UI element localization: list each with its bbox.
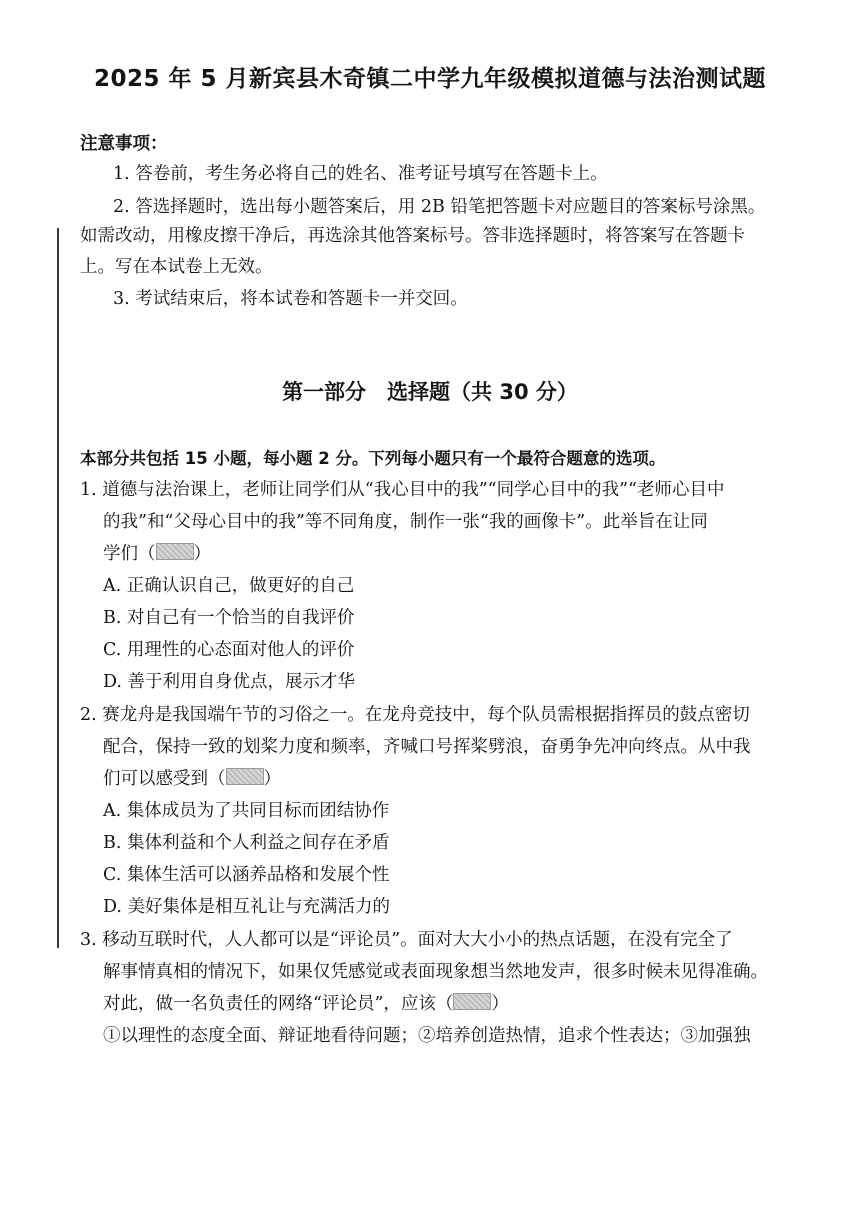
q3-answer-blank [453, 993, 491, 1010]
q1-stem-prefix: 学们（ [103, 544, 156, 564]
q3-stem-line-1: 3. 移动互联时代，人人都可以是“评论员”。面对大大小小的热点话题，在没有完全了 [80, 930, 733, 950]
q3-stem-prefix: 对此，做一名负责任的网络“评论员”，应该（ [103, 994, 454, 1014]
q3-statements-line: ①以理性的态度全面、辩证地看待问题；②培养创造热情，追求个性表达；③加强独 [103, 1026, 751, 1046]
notice-item-2-line-2: 如需改动，用橡皮擦干净后，再选涂其他答案标号。答非选择题时，将答案写在答题卡 [80, 226, 745, 246]
notice-item-2-line-1: 2. 答选择题时，选出每小题答案后，用 2B 铅笔把答题卡对应题目的答案标号涂黑。 [113, 197, 766, 217]
q1-option-c: C. 用理性的心态面对他人的评价 [103, 640, 355, 660]
q2-stem-suffix: ） [263, 769, 281, 789]
binding-margin-line [57, 228, 59, 948]
part1-instruction: 本部分共包括 15 小题，每小题 2 分。下列每小题只有一个最符合题意的选项。 [80, 449, 666, 468]
q2-answer-blank [226, 768, 264, 785]
q3-stem-suffix: ） [491, 994, 509, 1014]
q1-stem-line-1: 1. 道德与法治课上，老师让同学们从“我心目中的我”“同学心目中的我”“老师心目中 [80, 480, 725, 500]
q1-stem-line-3 [103, 540, 211, 565]
q2-stem-prefix: 们可以感受到（ [103, 769, 226, 789]
page-title: 2025 年 5 月新宾县木奇镇二中学九年级模拟道德与法治测试题 [93, 66, 767, 92]
notice-heading: 注意事项： [80, 134, 168, 154]
q1-answer-blank [156, 543, 194, 560]
part1-title: 第一部分 选择题（共 30 分） [282, 380, 578, 404]
q2-option-a: A. 集体成员为了共同目标而团结协作 [103, 801, 390, 821]
q3-stem-line-2: 解事情真相的情况下，如果仅凭感觉或表面现象想当然地发声，很多时候未见得准确。 [103, 962, 768, 982]
q2-stem-line-1: 2. 赛龙舟是我国端午节的习俗之一。在龙舟竞技中，每个队员需根据指挥员的鼓点密切 [80, 705, 750, 725]
notice-item-1: 1. 答卷前，考生务必将自己的姓名、准考证号填写在答题卡上。 [113, 164, 608, 184]
notice-item-3: 3. 考试结束后，将本试卷和答题卡一并交回。 [113, 289, 468, 309]
q1-option-d: D. 善于利用自身优点，展示才华 [103, 672, 356, 692]
q2-option-d: D. 美好集体是相互礼让与充满活力的 [103, 897, 391, 917]
q3-stem-line-3 [103, 990, 509, 1015]
notice-item-2-line-3: 上。写在本试卷上无效。 [80, 257, 273, 277]
q1-option-b: B. 对自己有一个恰当的自我评价 [103, 608, 355, 628]
q2-option-b: B. 集体利益和个人利益之间存在矛盾 [103, 833, 390, 853]
q1-stem-suffix: ） [193, 544, 211, 564]
q1-stem-line-2: 的我”和“父母心目中的我”等不同角度，制作一张“我的画像卡”。此举旨在让同 [103, 512, 708, 532]
q1-option-a: A. 正确认识自己，做更好的自己 [103, 576, 355, 596]
q2-stem-line-3 [103, 765, 281, 790]
q2-stem-line-2: 配合，保持一致的划桨力度和频率，齐喊口号挥桨劈浪，奋勇争先冲向终点。从中我 [103, 737, 751, 757]
q2-option-c: C. 集体生活可以涵养品格和发展个性 [103, 865, 390, 885]
